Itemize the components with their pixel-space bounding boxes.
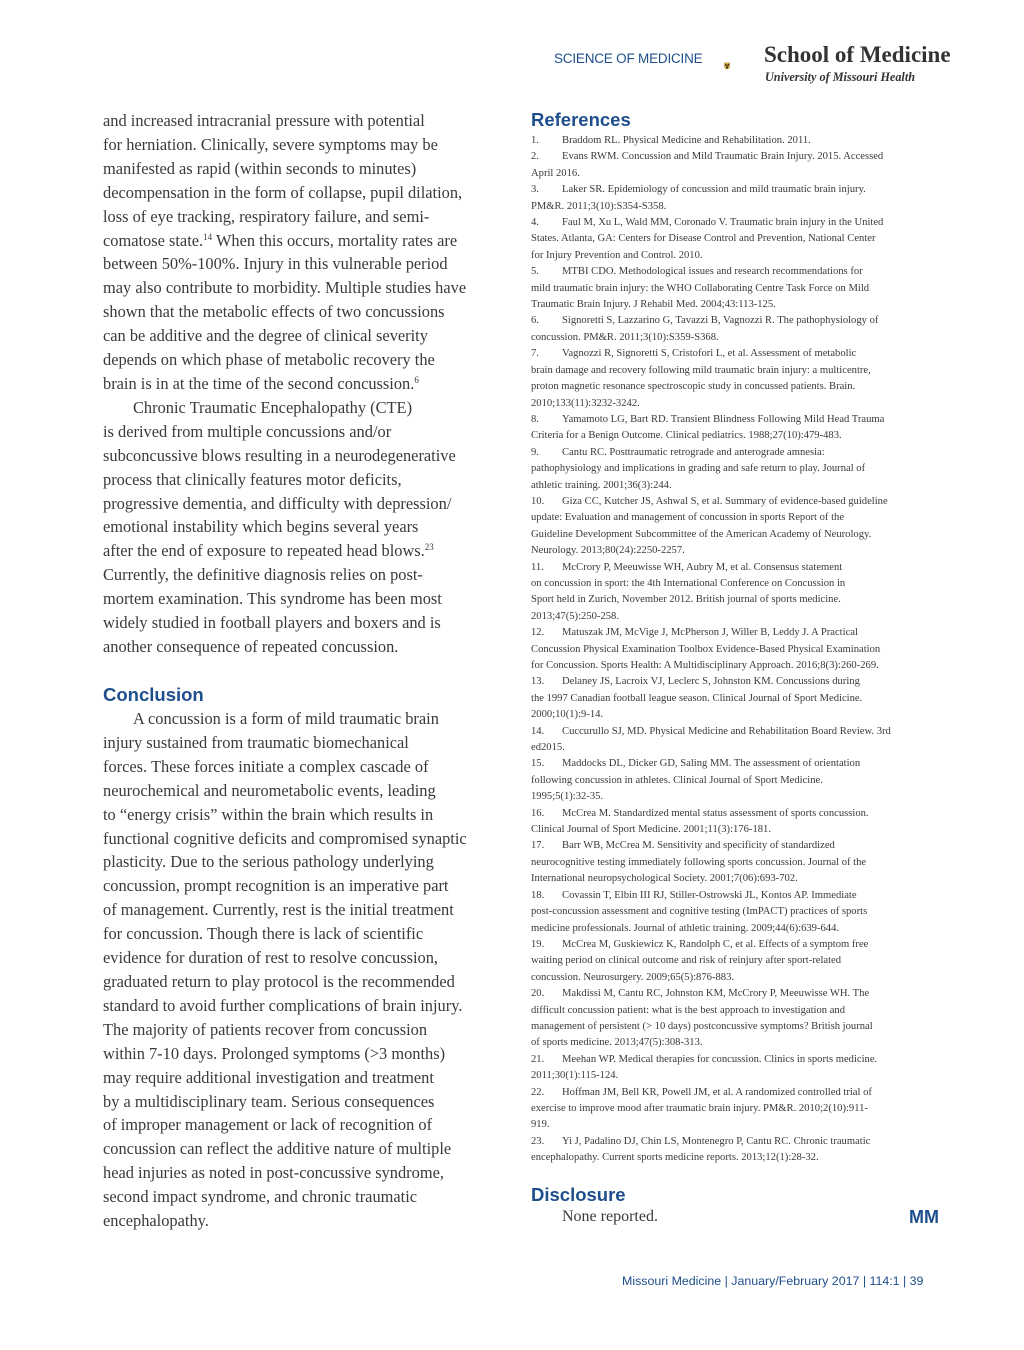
reference-text: PM&R. 2011;3(10):S354-S358. [531,200,667,212]
reference-text: concussion. PM&R. 2011;3(10):S359-S368. [531,331,719,343]
conclusion-line: standard to avoid further complications of brain injury. [103,995,463,1015]
reference-text: Evans RWM. Concussion and Mild Traumatic Brain Injury. 2015. Accessed [562,151,884,163]
conclusion-line: evidence for duration of rest to resolve concussion, [103,948,438,968]
body-line: Chronic Traumatic Encephalopathy (CTE) [133,397,413,417]
mizzou-shield-logo-icon [724,44,764,88]
reference-text: MTBI CDO. Methodological issues and research recommendations for [562,266,863,278]
reference-number: 22. [531,1086,545,1098]
reference-number: 10. [531,495,545,507]
reference-text: International neuropsychological Society. 2001;7(06):693-702. [531,873,798,885]
reference-item [531,986,943,1002]
body-line [103,372,508,396]
reference-continuation [531,428,943,444]
reference-continuation [531,543,943,559]
reference-continuation [531,461,943,477]
conclusion-line: plasticity. Due to the serious pathology underlying [103,852,434,872]
reference-number: 20. [531,988,545,1000]
reference-text: post-concussion assessment and cognitive testing (ImPACT) practices of sports [531,906,868,918]
reference-continuation [531,1101,943,1117]
reference-item [531,445,943,461]
reference-text: mild traumatic brain injury: the WHO Collaborating Centre Task Force on Mild [531,282,870,294]
disclosure-text: None reported. [562,1208,658,1225]
body-line: mortem examination. This syndrome has been most [103,589,442,609]
reference-item [531,133,943,149]
reference-text: Covassin T, Elbin III RJ, Stiller-Ostrowski JL, Kontos AP. Immediate [562,889,857,901]
citation-superscript: 14 [203,231,213,242]
reference-number: 4. [531,217,539,229]
conclusion-line: neurochemical and neurometabolic events, leading [103,780,436,800]
reference-item [531,756,943,772]
reference-text: Matuszak JM, McVige J, McPherson J, Willer B, Leddy J. A Practical [562,627,858,639]
reference-continuation [531,396,943,412]
references-list [531,133,943,1167]
reference-text: pathophysiology and implications in grading and safe return to play. Journal of [531,463,866,475]
reference-item [531,888,943,904]
body-line: decompensation in the form of collapse, pupil dilation, [103,182,463,202]
reference-text: Signoretti S, Lazzarino G, Tavazzi B, Vagnozzi R. The pathophysiology of [562,315,879,327]
reference-text: 2000;10(1):9-14. [531,709,604,721]
reference-number: 19. [531,938,545,950]
conclusion-body [103,707,508,1233]
conclusion-line: The majority of patients recover from concussion [103,1019,428,1039]
disclosure-heading: Disclosure [531,1184,626,1205]
reference-continuation [531,855,943,871]
reference-text: 2013;47(5):250-258. [531,610,619,622]
conclusion-line: concussion, prompt recognition is an imperative part [103,876,449,896]
conclusion-line: for concussion. Though there is lack of scientific [103,924,424,944]
reference-continuation [531,330,943,346]
logo-subtitle: University of Missouri Health [765,70,915,84]
reference-text: difficult concussion patient: what is the best approach to investigation and [531,1004,846,1016]
body-text: comatose state. [103,230,204,250]
reference-text: April 2016. [531,167,580,179]
reference-text: Concussion Physical Examination Toolbox Evidence-Based Physical Examination [531,643,881,655]
reference-item [531,1052,943,1068]
reference-text: Braddom RL. Physical Medicine and Rehabilitation. 2011. [562,135,811,146]
reference-continuation [531,592,943,608]
reference-number: 15. [531,758,545,770]
reference-item [531,625,943,641]
reference-continuation [531,691,943,707]
body-line: can be additive and the degree of clinical severity [103,326,428,346]
reference-continuation [531,297,943,313]
body-line: Currently, the definitive diagnosis relies on post- [103,565,423,585]
reference-text: McCrea M. Standardized mental status assessment of sports concussion. [562,807,869,819]
reference-item [531,494,943,510]
body-line: emotional instability which begins several years [103,517,419,537]
reference-continuation [531,363,943,379]
body-line: depends on which phase of metabolic recovery the [103,350,435,370]
reference-text: 2010;133(11):3232-3242. [531,397,640,409]
reference-continuation [531,478,943,494]
reference-continuation [531,199,943,215]
section-label: SCIENCE OF MEDICINE [554,51,703,66]
reference-continuation [531,1150,943,1166]
reference-continuation [531,576,943,592]
reference-item [531,1085,943,1101]
body-text: brain is in at the time of the second concussion. [103,373,415,393]
reference-continuation [531,510,943,526]
reference-text: Laker SR. Epidemiology of concussion and mild traumatic brain injury. [562,184,866,196]
reference-text: brain damage and recovery following mild traumatic brain injury: a multicentre, [531,364,871,376]
reference-continuation [531,773,943,789]
reference-continuation [531,609,943,625]
reference-continuation [531,904,943,920]
reference-text: Vagnozzi R, Signoretti S, Cristofori L, et al. Assessment of metabolic [562,348,857,360]
body-line: shown that the metabolic effects of two concussions [103,302,445,322]
body-line: manifested as rapid (within seconds to minutes) [103,158,417,178]
reference-text: Yi J, Padalino DJ, Chin LS, Montenegro P, Cantu RC. Chronic traumatic [562,1135,871,1147]
reference-continuation [531,642,943,658]
body-line: widely studied in football players and boxers and is [103,613,441,633]
reference-text: Makdissi M, Cantu RC, Johnston KM, McCrory P, Meeuwisse WH. The [562,988,870,1000]
reference-continuation [531,281,943,297]
citation-superscript: 23 [424,542,434,553]
reference-text: exercise to improve mood after traumatic brain injury. PM&R. 2010;2(10):911- [531,1102,868,1114]
reference-text: Neurology. 2013;80(24):2250-2257. [531,545,685,557]
body-line [103,539,508,563]
reference-continuation [531,970,943,986]
reference-number: 1. [531,135,539,146]
reference-text: for Concussion. Sports Health: A Multidisciplinary Approach. 2016;8(3):260-269. [531,660,879,671]
reference-text: McCrea M, Guskiewicz K, Randolph C, et al. Effects of a symptom free [562,938,869,950]
reference-text: Delaney JS, Lacroix VJ, Leclerc S, Johnston KM. Concussions during [562,676,860,688]
body-line [103,229,508,253]
reference-continuation [531,248,943,264]
body-text: When this occurs, mortality rates are [212,230,458,250]
reference-text: 919. [531,1119,550,1131]
reference-item [531,724,943,740]
conclusion-heading: Conclusion [103,684,204,705]
reference-item [531,674,943,690]
reference-text: waiting period on clinical outcome and risk of reinjury after sport-related [531,955,842,967]
left-column [103,109,508,659]
reference-continuation [531,658,943,674]
reference-text: the 1997 Canadian football league season. Clinical Journal of Sport Medicine. [531,692,863,704]
reference-continuation [531,871,943,887]
conclusion-line: head injuries as noted in post-concussive syndrome, [103,1163,444,1183]
reference-continuation [531,1019,943,1035]
citation-superscript: 6 [414,374,419,385]
reference-number: 3. [531,184,539,196]
reference-text: Giza CC, Kutcher JS, Ashwal S, et al. Summary of evidence-based guideline [562,495,888,507]
reference-item [531,182,943,198]
conclusion-line: to “energy crisis” within the brain which results in [103,804,434,824]
reference-item [531,937,943,953]
body-line: may also contribute to morbidity. Multiple studies have [103,278,467,298]
reference-number: 11. [531,561,544,573]
reference-text: Hoffman JM, Bell KR, Powell JM, et al. A randomized controlled trial of [562,1086,872,1098]
conclusion-line: of management. Currently, rest is the initial treatment [103,900,454,920]
conclusion-line: within 7-10 days. Prolonged symptoms (>3 months) [103,1043,446,1063]
reference-continuation [531,822,943,838]
body-line: progressive dementia, and difficulty with depression/ [103,493,452,513]
conclusion-line: concussion can reflect the additive nature of multiple [103,1139,452,1159]
conclusion-line: may require additional investigation and treatment [103,1067,434,1087]
page-footer: Missouri Medicine | January/February 2017 | 114:1 | 39 [622,1274,924,1288]
reference-number: 23. [531,1135,545,1147]
conclusion-line: encephalopathy. [103,1211,209,1231]
reference-item [531,346,943,362]
reference-text: proton magnetic resonance spectroscopic study in concussed patients. Brain. [531,381,856,393]
reference-text: management of persistent (> 10 days) postconcussive symptoms? British journal [531,1020,873,1032]
conclusion-line: forces. These forces initiate a complex cascade of [103,756,429,776]
reference-item [531,838,943,854]
reference-continuation [531,231,943,247]
reference-item [531,412,943,428]
reference-number: 12. [531,627,545,639]
reference-number: 17. [531,840,545,852]
conclusion-line: of improper management or lack of recognition of [103,1115,433,1135]
reference-text: Traumatic Brain Injury. J Rehabil Med. 2004;43:113-125. [531,299,776,311]
reference-number: 14. [531,725,545,737]
reference-text: Cuccurullo SJ, MD. Physical Medicine and Rehabilitation Board Review. 3rd [562,725,891,737]
reference-continuation [531,379,943,395]
reference-text: following concussion in athletes. Clinical Journal of Sport Medicine. [531,774,823,786]
reference-text: concussion. Neurosurgery. 2009;65(5):876-883. [531,971,735,983]
reference-number: 2. [531,151,539,163]
reference-text: Criteria for a Benign Outcome. Clinical pediatrics. 1988;27(10):479-483. [531,430,842,442]
reference-continuation [531,1068,943,1084]
reference-number: 5. [531,266,539,278]
reference-text: Faul M, Xu L, Wald MM, Coronado V. Traumatic brain injury in the United [562,217,884,229]
reference-text: on concussion in sport: the 4th International Conference on Concussion in [531,577,846,589]
body-line: and increased intracranial pressure with potential [103,111,425,130]
body-line: subconcussive blows resulting in a neurodegenerative [103,445,456,465]
reference-item [531,806,943,822]
reference-text: of sports medicine. 2013;47(5):308-313. [531,1037,703,1049]
reference-text: 2011;30(1):115-124. [531,1070,619,1082]
reference-item [531,313,943,329]
reference-number: 21. [531,1053,545,1065]
end-mark: MM [909,1207,939,1227]
reference-continuation [531,166,943,182]
reference-text: athletic training. 2001;36(3):244. [531,479,672,491]
conclusion-line: graduated return to play protocol is the recommended [103,971,455,991]
reference-continuation [531,921,943,937]
reference-text: Barr WB, McCrea M. Sensitivity and specificity of standardized [562,840,835,852]
reference-text: States. Atlanta, GA: Centers for Disease Control and Prevention, National Center [531,233,876,245]
conclusion-line: second impact syndrome, and chronic traumatic [103,1187,418,1207]
conclusion-line: functional cognitive deficits and compromised synaptic [103,828,467,848]
reference-number: 7. [531,348,539,360]
reference-number: 16. [531,807,545,819]
reference-number: 18. [531,889,545,901]
reference-number: 9. [531,446,539,458]
body-line: loss of eye tracking, respiratory failure, and semi- [103,206,430,226]
reference-text: Maddocks DL, Dicker GD, Saling MM. The assessment of orientation [562,758,861,770]
body-text: after the end of exposure to repeated head blows. [103,541,425,561]
reference-text: ed2015. [531,742,565,754]
reference-continuation [531,1003,943,1019]
reference-text: neurocognitive testing immediately following sports concussion. Journal of the [531,856,867,868]
reference-text: for Injury Prevention and Control. 2010. [531,249,703,261]
reference-continuation [531,953,943,969]
conclusion-line: A concussion is a form of mild traumatic brain [133,709,439,728]
reference-item [531,149,943,165]
reference-continuation [531,1035,943,1051]
reference-continuation [531,707,943,723]
reference-text: Sport held in Zurich, November 2012. British journal of sports medicine. [531,594,841,606]
reference-number: 13. [531,676,545,688]
reference-item [531,264,943,280]
reference-text: medicine professionals. Journal of athletic training. 2009;44(6):639-644. [531,922,840,934]
reference-continuation [531,740,943,756]
reference-continuation [531,789,943,805]
reference-text: Yamamoto LG, Bart RD. Transient Blindness Following Mild Head Trauma [562,413,885,425]
references-heading: References [531,109,631,130]
body-line: another consequence of repeated concussion. [103,636,399,656]
reference-number: 8. [531,413,539,425]
reference-text: encephalopathy. Current sports medicine reports. 2013;12(1):28-32. [531,1152,819,1164]
body-line: is derived from multiple concussions and/or [103,421,392,441]
reference-item [531,215,943,231]
conclusion-line: by a multidisciplinary team. Serious consequences [103,1091,435,1111]
reference-text: Guideline Development Subcommittee of the American Academy of Neurology. [531,528,872,540]
body-line: process that clinically features motor deficits, [103,469,402,489]
reference-continuation [531,1117,943,1133]
conclusion-line: injury sustained from traumatic biomechanical [103,732,409,752]
body-line: between 50%-100%. Injury in this vulnerable period [103,254,448,274]
reference-number: 6. [531,315,539,327]
reference-item [531,560,943,576]
reference-text: 1995;5(1):32-35. [531,791,604,803]
reference-text: Meehan WP. Medical therapies for concussion. Clinics in sports medicine. [562,1053,878,1065]
reference-continuation [531,527,943,543]
reference-text: Cantu RC. Posttraumatic retrograde and anterograde amnesia: [562,446,825,458]
reference-text: McCrory P, Meeuwisse WH, Aubry M, et al. Consensus statement [562,561,843,573]
reference-text: Clinical Journal of Sport Medicine. 2001;11(3):176-181. [531,824,771,836]
logo-title: School of Medicine [764,42,951,67]
body-line: for herniation. Clinically, severe symptoms may be [103,134,438,154]
reference-text: update: Evaluation and management of concussion in sports Report of the [531,512,845,524]
reference-item [531,1134,943,1150]
